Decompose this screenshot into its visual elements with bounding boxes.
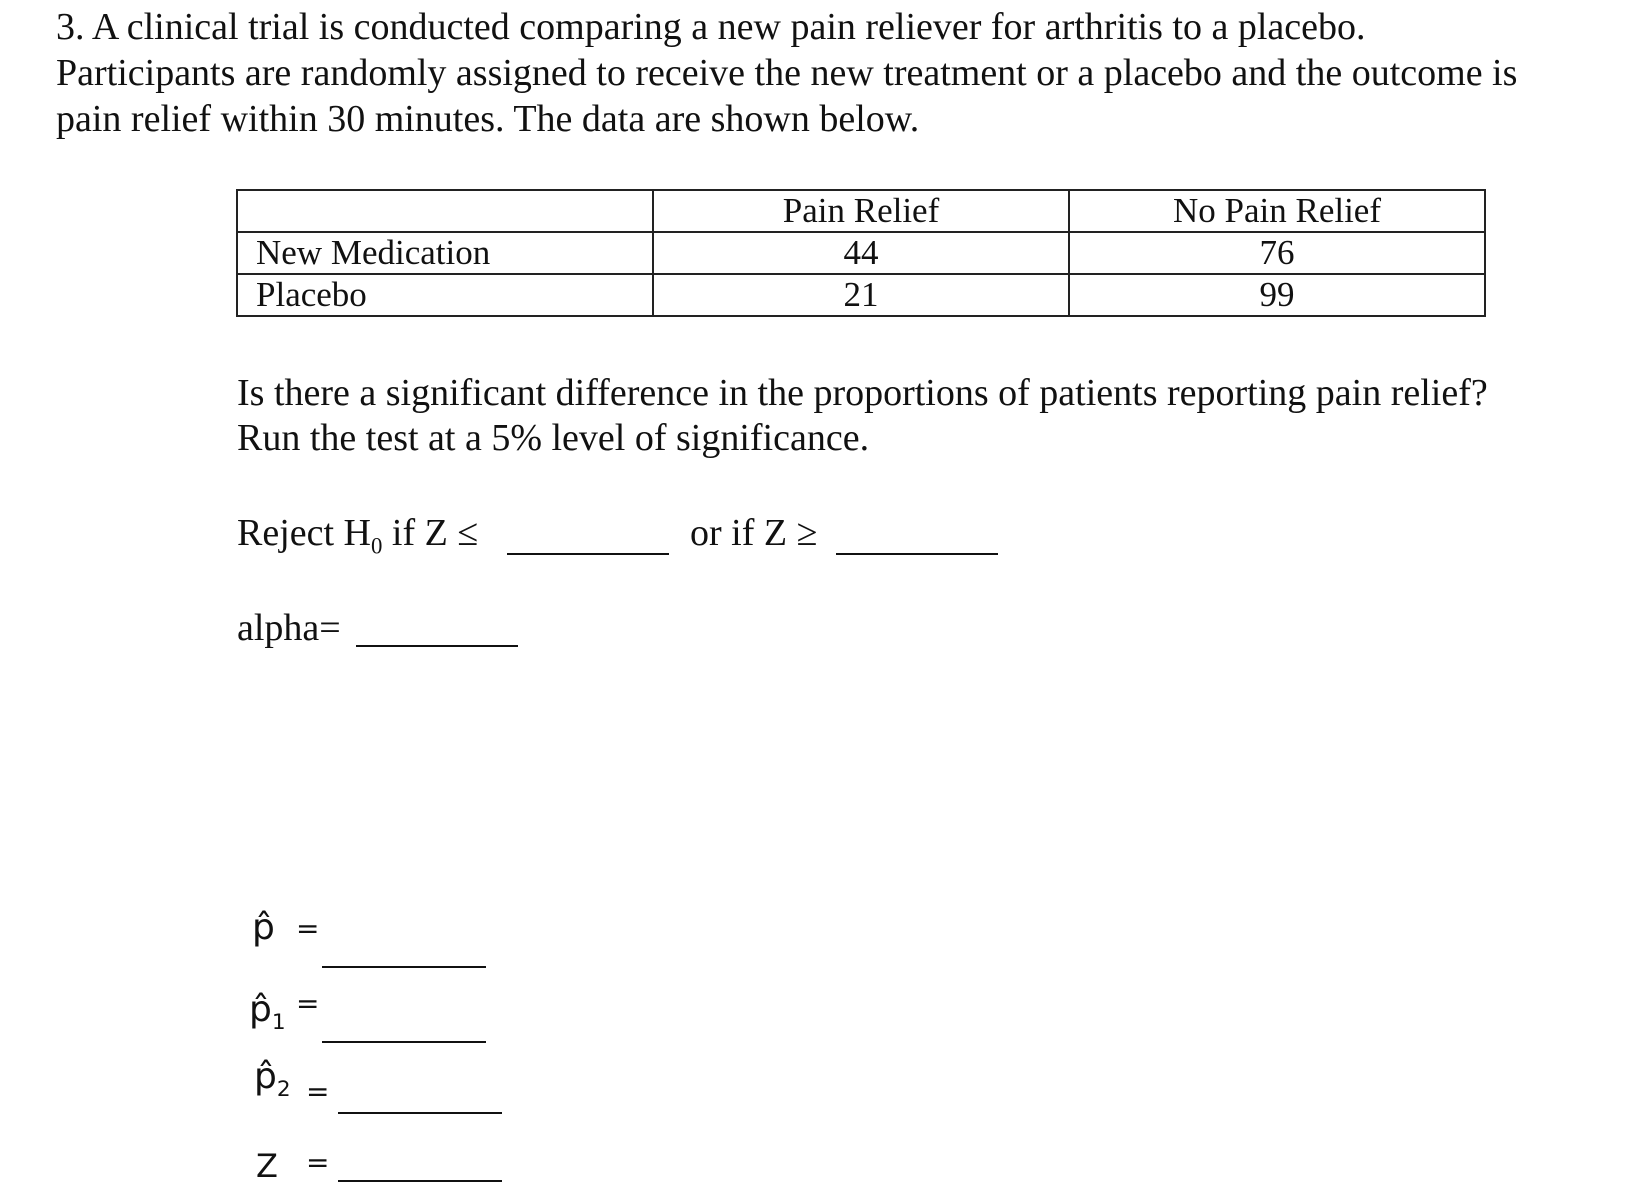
alpha-label: alpha= <box>237 607 341 649</box>
intro-line-1: 3. A clinical trial is conducted comparing a new pain reliever for arthritis to a placebo. <box>56 6 1366 48</box>
p1-hat-symbol: $p̂_1$ <box>249 989 286 1036</box>
question-text <box>237 371 1488 461</box>
table-header-cell: Pain Relief <box>653 190 1069 232</box>
z-symbol: Z <box>256 1147 278 1185</box>
p-hat-symbol: p̂ <box>252 907 275 948</box>
p2-hat-symbol: $p̂_2$ <box>254 1056 291 1103</box>
table-cell: 21 <box>653 274 1069 316</box>
upper-rule-label: or if Z ≥ <box>690 512 818 554</box>
table-header-row <box>237 190 1485 232</box>
problem-intro <box>56 4 1616 142</box>
equals-sign: = <box>296 987 320 1020</box>
table-cell: 76 <box>1069 232 1485 274</box>
table-cell: 99 <box>1069 274 1485 316</box>
p2-hat-blank[interactable] <box>338 1112 502 1114</box>
upper-critical-blank[interactable] <box>836 553 998 555</box>
lower-critical-blank[interactable] <box>507 553 669 555</box>
table-row <box>237 232 1485 274</box>
question-line-2: Run the test at a 5% level of significance. <box>237 417 870 459</box>
reject-rule-label: Reject $H_0$ if Z ≤ <box>237 512 479 559</box>
intro-line-2: Participants are randomly assigned to receive the new treatment or a placebo and the outcome is <box>56 52 1518 94</box>
equals-sign: = <box>306 1146 330 1179</box>
equals-sign: = <box>296 912 320 945</box>
table-cell: 44 <box>653 232 1069 274</box>
table-cell: New Medication <box>237 232 653 274</box>
equals-sign: = <box>306 1075 330 1108</box>
p1-hat-blank[interactable] <box>322 1041 486 1043</box>
question-line-1: Is there a significant difference in the proportions of patients reporting pain relief? <box>237 372 1488 414</box>
p-hat-blank[interactable] <box>322 966 486 968</box>
data-table <box>236 189 1486 317</box>
intro-line-3: pain relief within 30 minutes. The data are shown below. <box>56 98 920 140</box>
alpha-blank[interactable] <box>356 645 518 647</box>
table-cell: Placebo <box>237 274 653 316</box>
table-header-cell <box>237 190 653 232</box>
table-row <box>237 274 1485 316</box>
z-blank[interactable] <box>338 1180 502 1182</box>
table-header-cell: No Pain Relief <box>1069 190 1485 232</box>
